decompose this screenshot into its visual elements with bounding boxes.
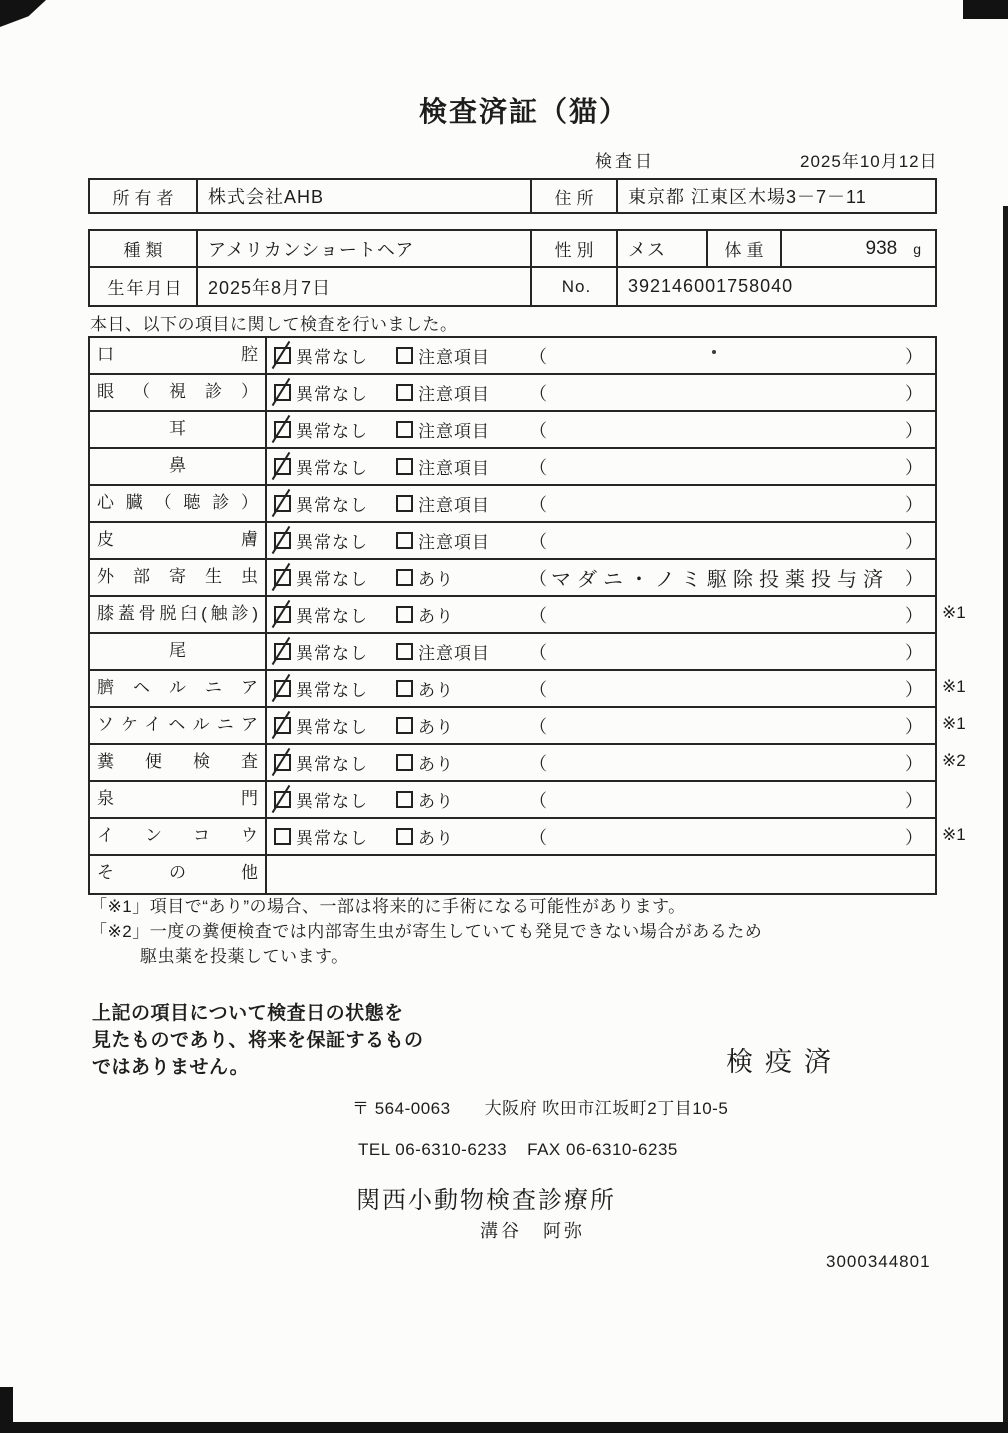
option-no-abnormality <box>274 750 396 775</box>
breed-label: 種類 <box>90 231 198 266</box>
remarks-field <box>529 676 935 702</box>
option-present <box>396 750 529 775</box>
intro-text: 本日、以下の項目に関して検査を行いました。 <box>90 315 458 334</box>
disclaimer-line-2: 見たものであり、将来を保証するもの <box>92 1030 424 1051</box>
inspection-row-options <box>267 819 935 854</box>
scan-artifact-bottom-edge <box>6 1422 1008 1433</box>
option-attention <box>396 343 529 368</box>
option-no-abnormality <box>274 787 396 812</box>
checkbox-no-abnormality-icon[interactable] <box>274 643 291 660</box>
inspection-row-empty <box>267 856 935 893</box>
page-title: 検査済証（猫） <box>418 96 629 127</box>
inspection-row-eyes <box>90 375 935 412</box>
inspection-row-fecal-exam <box>90 745 966 782</box>
checkbox-present-icon[interactable] <box>396 606 413 623</box>
inspection-item-label: 皮膚 <box>90 523 267 558</box>
paren-close: ） <box>905 420 923 441</box>
paren-open: （ <box>529 642 547 663</box>
remarks-field <box>529 417 935 443</box>
paren-close: ） <box>905 716 923 737</box>
checkbox-label: あり <box>418 829 454 848</box>
scan-artifact-bottom-left <box>0 1387 13 1433</box>
inspection-row-options <box>267 375 935 410</box>
footnote-marker: ※1 <box>942 677 966 696</box>
inspection-row-skin <box>90 523 935 560</box>
checkbox-label: あり <box>418 792 454 811</box>
inspection-row-inkou <box>90 819 966 856</box>
scan-speck <box>712 350 716 354</box>
paren-open: （ <box>529 716 547 737</box>
inspection-row-options <box>267 597 935 632</box>
checkbox-no-abnormality-icon[interactable] <box>274 791 291 808</box>
option-no-abnormality <box>274 528 396 553</box>
paren-close: ） <box>905 494 923 515</box>
option-no-abnormality <box>274 343 396 368</box>
checkbox-label: あり <box>418 681 454 700</box>
checkbox-no-abnormality-icon[interactable] <box>274 532 291 549</box>
checkbox-no-abnormality-icon[interactable] <box>274 754 291 771</box>
option-present <box>396 713 529 738</box>
remarks-field <box>529 491 935 517</box>
footnote-marker: ※1 <box>942 714 966 733</box>
clinic-phone-line <box>358 1140 678 1160</box>
inspection-row-nose <box>90 449 935 486</box>
checkbox-label: 異常なし <box>296 607 368 626</box>
paren-open: （ <box>529 420 547 441</box>
serial-number: 3000344801 <box>826 1252 931 1271</box>
checkbox-no-abnormality-icon[interactable] <box>274 384 291 401</box>
weight-value: 938 <box>865 237 898 259</box>
inspection-item-label: 糞便検査 <box>90 745 267 780</box>
paren-close: ） <box>905 531 923 552</box>
remarks-field <box>529 380 935 406</box>
remarks-field <box>529 454 935 480</box>
animal-table <box>88 229 937 307</box>
paren-open: （ <box>529 457 547 478</box>
inspection-row-options <box>267 745 935 780</box>
remarks-field <box>529 824 935 850</box>
paren-close: ） <box>905 605 923 626</box>
checkbox-label: 異常なし <box>296 755 368 774</box>
inspection-row-other <box>90 856 935 893</box>
inspection-row-ears <box>90 412 935 449</box>
veterinarian-name: 溝谷 阿弥 <box>480 1221 585 1241</box>
checkbox-present-icon[interactable] <box>396 569 413 586</box>
checkbox-attention-icon[interactable] <box>396 421 413 438</box>
checkbox-label: あり <box>418 755 454 774</box>
inspection-row-options <box>267 486 935 521</box>
inspection-item-label: 尾 <box>90 634 267 669</box>
option-attention <box>396 417 529 442</box>
remarks-field <box>529 343 935 369</box>
option-attention <box>396 454 529 479</box>
inspection-row-mouth <box>90 338 935 375</box>
disclaimer-line-1: 上記の項目について検査日の状態を <box>92 1003 404 1024</box>
checkbox-present-icon[interactable] <box>396 791 413 808</box>
address-label: 住所 <box>532 180 618 212</box>
checkbox-label: 異常なし <box>296 422 368 441</box>
animal-row-2 <box>90 268 935 305</box>
checkbox-label: あり <box>418 718 454 737</box>
inspection-row-options <box>267 634 935 669</box>
disclaimer-line-3: ではありません。 <box>92 1057 250 1078</box>
remarks-field <box>529 528 935 554</box>
option-present <box>396 602 529 627</box>
checkbox-present-icon[interactable] <box>396 717 413 734</box>
option-no-abnormality <box>274 639 396 664</box>
inspection-row-patella <box>90 597 966 634</box>
paren-open: （ <box>529 531 547 552</box>
birthdate-value: 2025年8月7日 <box>198 268 532 305</box>
checkbox-label: 異常なし <box>296 644 368 663</box>
paren-close: ） <box>905 827 923 848</box>
remarks-field <box>529 787 935 813</box>
remarks-field <box>529 563 935 592</box>
checkbox-label: 異常なし <box>296 681 368 700</box>
owner-label: 所有者 <box>90 180 198 212</box>
option-no-abnormality <box>274 565 396 590</box>
scan-artifact-top-left <box>0 0 46 27</box>
option-attention <box>396 491 529 516</box>
checkbox-label: 異常なし <box>296 348 368 367</box>
checkbox-label: 異常なし <box>296 459 368 478</box>
paren-close: ） <box>905 383 923 404</box>
option-no-abnormality <box>274 491 396 516</box>
option-no-abnormality <box>274 602 396 627</box>
inspection-row-heart <box>90 486 935 523</box>
inspection-item-label: 耳 <box>90 412 267 447</box>
owner-value: 株式会社AHB <box>198 180 532 212</box>
inspection-table <box>88 336 966 895</box>
option-attention <box>396 528 529 553</box>
clinic-address-line <box>352 1094 728 1119</box>
clinic-fax: FAX 06-6310-6235 <box>527 1140 678 1159</box>
address-value: 東京都 江東区木場3－7－11 <box>628 187 867 207</box>
inspection-row-options <box>267 560 935 595</box>
scan-artifact-right-edge <box>1003 206 1008 1433</box>
breed-value: アメリカンショートヘア <box>198 231 532 266</box>
option-attention <box>396 380 529 405</box>
checkbox-attention-icon[interactable] <box>396 347 413 364</box>
option-no-abnormality <box>274 824 396 849</box>
paren-open: （ <box>529 383 547 404</box>
checkbox-label: 異常なし <box>296 533 368 552</box>
birthdate-label: 生年月日 <box>90 268 198 305</box>
checkbox-label: 注意項目 <box>418 496 490 515</box>
checkbox-label: 異常なし <box>296 829 368 848</box>
inspection-item-label: 心臓（聴診） <box>90 486 267 521</box>
weight-unit: g <box>913 240 921 257</box>
inspection-row-options <box>267 782 935 817</box>
paren-close: ） <box>905 790 923 811</box>
checkbox-present-icon[interactable] <box>396 828 413 845</box>
option-attention <box>396 639 529 664</box>
remarks-field <box>529 713 935 739</box>
postal-code: 〒 564-0063 <box>352 1099 451 1118</box>
animal-row-1 <box>90 231 935 268</box>
sex-label: 性別 <box>532 231 618 266</box>
footnote-marker: ※2 <box>942 751 966 770</box>
inspection-item-label: ソケイヘルニア <box>90 708 267 743</box>
checkbox-no-abnormality-icon[interactable] <box>274 828 291 845</box>
inspection-row-fontanelle <box>90 782 935 819</box>
inspection-item-label: 臍ヘルニア <box>90 671 267 706</box>
checkbox-no-abnormality-icon[interactable] <box>274 458 291 475</box>
inspection-item-label: 眼（視診） <box>90 375 267 410</box>
paren-open: （ <box>529 605 547 626</box>
no-value: 392146001758040 <box>628 276 794 296</box>
inspection-row-options <box>267 449 935 484</box>
checkbox-label: 異常なし <box>296 570 368 589</box>
inspection-item-label: インコウ <box>90 819 267 854</box>
inspection-row-options <box>267 708 935 743</box>
checkbox-attention-icon[interactable] <box>396 643 413 660</box>
footnote-2-cont: 駆虫薬を投薬しています。 <box>140 947 349 966</box>
checkbox-label: 異常なし <box>296 718 368 737</box>
inspection-row-options <box>267 412 935 447</box>
option-no-abnormality <box>274 676 396 701</box>
option-present <box>396 676 529 701</box>
checkbox-attention-icon[interactable] <box>396 458 413 475</box>
paren-close: ） <box>905 753 923 774</box>
checkbox-no-abnormality-icon[interactable] <box>274 421 291 438</box>
paren-close: ） <box>905 346 923 367</box>
checkbox-label: 注意項目 <box>418 348 490 367</box>
checkbox-label: あり <box>418 607 454 626</box>
checkbox-no-abnormality-icon[interactable] <box>274 347 291 364</box>
checkbox-label: 注意項目 <box>418 644 490 663</box>
option-no-abnormality <box>274 380 396 405</box>
checkbox-label: 注意項目 <box>418 385 490 404</box>
remarks-text: マダニ・ノミ駆除投薬投与済 <box>551 569 889 591</box>
owner-table <box>88 178 937 214</box>
checkbox-attention-icon[interactable] <box>396 384 413 401</box>
weight-label: 体重 <box>708 231 782 266</box>
inspection-row-options <box>267 338 935 373</box>
inspection-date-label: 検査日 <box>595 152 655 171</box>
inspection-item-label: 口腔 <box>90 338 267 373</box>
checkbox-label: 注意項目 <box>418 533 490 552</box>
option-present <box>396 787 529 812</box>
inspection-item-label: その他 <box>90 856 267 893</box>
sex-value: メス <box>618 231 708 266</box>
footnote-marker: ※1 <box>942 825 966 844</box>
inspection-item-label: 膝蓋骨脱臼(触診) <box>90 597 267 632</box>
checkbox-no-abnormality-icon[interactable] <box>274 717 291 734</box>
footnote-marker: ※1 <box>942 603 966 622</box>
disclaimer <box>92 1000 424 1081</box>
checkbox-no-abnormality-icon[interactable] <box>274 569 291 586</box>
checkbox-label: 異常なし <box>296 385 368 404</box>
inspection-row-tail <box>90 634 935 671</box>
checkbox-attention-icon[interactable] <box>396 532 413 549</box>
checkbox-label: 注意項目 <box>418 459 490 478</box>
option-present <box>396 565 529 590</box>
scan-artifact-top-right <box>963 0 1008 19</box>
checkbox-label: 注意項目 <box>418 422 490 441</box>
footnotes <box>90 894 762 969</box>
paren-close: ） <box>905 642 923 663</box>
checkbox-label: あり <box>418 570 454 589</box>
remarks-field <box>529 639 935 665</box>
paren-open: （ <box>529 568 547 589</box>
clinic-address: 大阪府 吹田市江坂町2丁目10-5 <box>484 1099 729 1118</box>
checkbox-no-abnormality-icon[interactable] <box>274 606 291 623</box>
paren-close: ） <box>905 679 923 700</box>
no-label: No. <box>532 268 618 305</box>
footnote-2: 「※2」一度の糞便検査では内部寄生虫が寄生していても発見できない場合があるため <box>90 922 763 941</box>
checkbox-attention-icon[interactable] <box>396 495 413 512</box>
checkbox-no-abnormality-icon[interactable] <box>274 680 291 697</box>
paren-open: （ <box>529 679 547 700</box>
remarks-field <box>529 602 935 628</box>
quarantine-stamp: 検疫済 <box>726 1047 843 1077</box>
clinic-name: 関西小動物検査診療所 <box>356 1187 616 1214</box>
checkbox-label: 異常なし <box>296 496 368 515</box>
inspection-item-label: 鼻 <box>90 449 267 484</box>
weight-value-cell <box>782 231 935 266</box>
inspection-row-inguinal-hernia <box>90 708 966 745</box>
inspection-row-options <box>267 523 935 558</box>
checkbox-label: 異常なし <box>296 792 368 811</box>
paren-open: （ <box>529 494 547 515</box>
paren-open: （ <box>529 753 547 774</box>
inspection-row-umbilical-hernia <box>90 671 966 708</box>
inspection-row-parasites <box>90 560 935 597</box>
inspection-item-label: 外部寄生虫 <box>90 560 267 595</box>
remarks-field <box>529 750 935 776</box>
checkbox-present-icon[interactable] <box>396 680 413 697</box>
inspection-item-label: 泉門 <box>90 782 267 817</box>
footnote-1: 「※1」項目で“あり”の場合、一部は将来的に手術になる可能性があります。 <box>90 897 686 916</box>
paren-close: ） <box>905 568 923 589</box>
checkbox-present-icon[interactable] <box>396 754 413 771</box>
option-no-abnormality <box>274 454 396 479</box>
option-no-abnormality <box>274 417 396 442</box>
paren-open: （ <box>529 827 547 848</box>
checkbox-no-abnormality-icon[interactable] <box>274 495 291 512</box>
option-no-abnormality <box>274 713 396 738</box>
inspection-row-options <box>267 671 935 706</box>
option-present <box>396 824 529 849</box>
paren-open: （ <box>529 790 547 811</box>
paren-close: ） <box>905 457 923 478</box>
paren-open: （ <box>529 346 547 367</box>
clinic-tel: TEL 06-6310-6233 <box>358 1140 508 1159</box>
inspection-date-value: 2025年10月12日 <box>800 152 938 171</box>
